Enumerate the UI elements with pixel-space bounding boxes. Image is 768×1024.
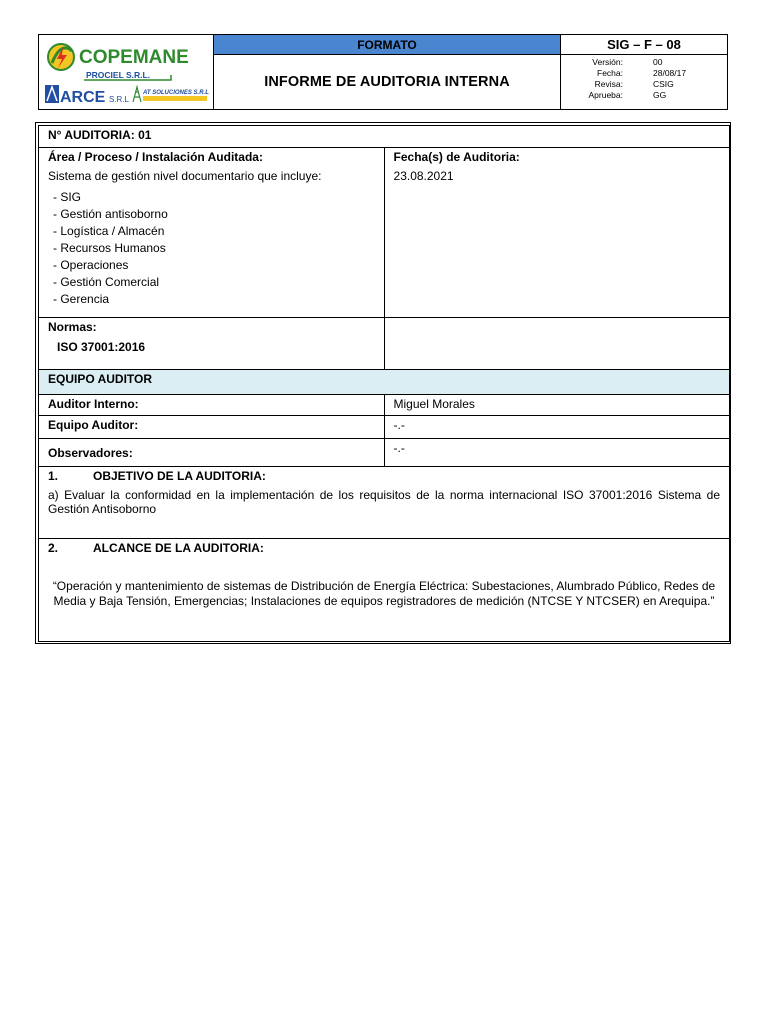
- dates-label: Fecha(s) de Auditoria:: [393, 150, 520, 164]
- arce-emblem-icon: [45, 85, 59, 103]
- dates-cell: [384, 148, 729, 318]
- area-intro: Sistema de gestión nivel documentario que incluye:: [48, 169, 322, 183]
- objective-text: a) Evaluar la conformidad en la implementación de los requisitos de la norma internacional ISO 37001:2016 Sistema de Gestión Antisoborno: [48, 488, 720, 516]
- meta-aprueba: Aprueba: GG: [588, 90, 667, 100]
- formato-label: FORMATO: [214, 35, 561, 55]
- equipo-auditor-label: Equipo Auditor:: [39, 416, 385, 439]
- tower-icon: [133, 87, 141, 102]
- equipo-auditor-heading: EQUIPO AUDITOR: [39, 370, 730, 395]
- meta-version: Versión: 00: [592, 57, 663, 67]
- at-logo-text: AT SOLUCIONES S.R.L: [143, 90, 209, 96]
- normas-label: Normas:: [48, 320, 97, 334]
- area-label: Área / Proceso / Instalación Auditada:: [48, 150, 263, 164]
- objective-number: 1.: [48, 469, 59, 483]
- scope-title: ALCANCE DE LA AUDITORIA:: [93, 541, 264, 555]
- list-item: - Gestión Comercial: [53, 274, 375, 291]
- document-header: [38, 34, 728, 110]
- area-list: [53, 189, 375, 308]
- auditor-interno-label: Auditor Interno:: [39, 395, 385, 416]
- meta-fecha: Fecha: 28/08/17: [597, 68, 687, 78]
- normas-cell: [39, 318, 385, 370]
- observadores-label: Observadores:: [39, 439, 385, 467]
- scope-text: “Operación y mantenimiento de sistemas de Distribución de Energía Eléctrica: Subestaciones, Alumbrado Público, Redes de Media y Baja Tensión, Emergencias; Instalaciones de equipos registradores de medición (NTCSE Y NTCSER) en Arequipa.”: [52, 579, 716, 608]
- document-title: INFORME DE AUDITORIA INTERNA: [214, 55, 561, 110]
- audit-number: N° AUDITORIA: 01: [39, 126, 730, 148]
- meta-revisa: Revisa: CSIG: [594, 79, 674, 89]
- equipo-auditor-value: -.-: [384, 416, 729, 439]
- area-cell: [39, 148, 385, 318]
- scope-number: 2.: [48, 541, 59, 555]
- logo-block: [39, 35, 214, 110]
- arce-logo-text: ARCE: [60, 89, 106, 106]
- normas-value: ISO 37001:2016: [57, 340, 146, 354]
- scope-section: [39, 539, 730, 642]
- list-item: - Gestión antisoborno: [53, 206, 375, 223]
- prociel-logo-text: PROCIEL S.R.L.: [86, 70, 151, 80]
- auditor-interno-value: Miguel Morales: [384, 395, 729, 416]
- scope-heading: [48, 541, 720, 555]
- normas-empty-cell: [384, 318, 729, 370]
- company-logos: [39, 35, 213, 109]
- list-item: - Operaciones: [53, 257, 375, 274]
- audit-date: 23.08.2021: [393, 169, 454, 183]
- list-item: - Recursos Humanos: [53, 240, 375, 257]
- objective-heading: [48, 469, 720, 483]
- copemane-logo-text: COPEMANE: [79, 47, 189, 68]
- document-meta: [561, 55, 728, 110]
- list-item: - Gerencia: [53, 291, 375, 308]
- list-item: - Logística / Almacén: [53, 223, 375, 240]
- objective-title: OBJETIVO DE LA AUDITORIA:: [93, 469, 266, 483]
- copemane-emblem-icon: [48, 44, 74, 70]
- arce-suffix-text: S.R.L: [109, 95, 130, 104]
- audit-form: [38, 125, 730, 642]
- observadores-value: -.-: [384, 439, 729, 467]
- objective-section: [39, 467, 730, 539]
- list-item: - SIG: [53, 189, 375, 206]
- document-code: SIG – F – 08: [561, 35, 728, 55]
